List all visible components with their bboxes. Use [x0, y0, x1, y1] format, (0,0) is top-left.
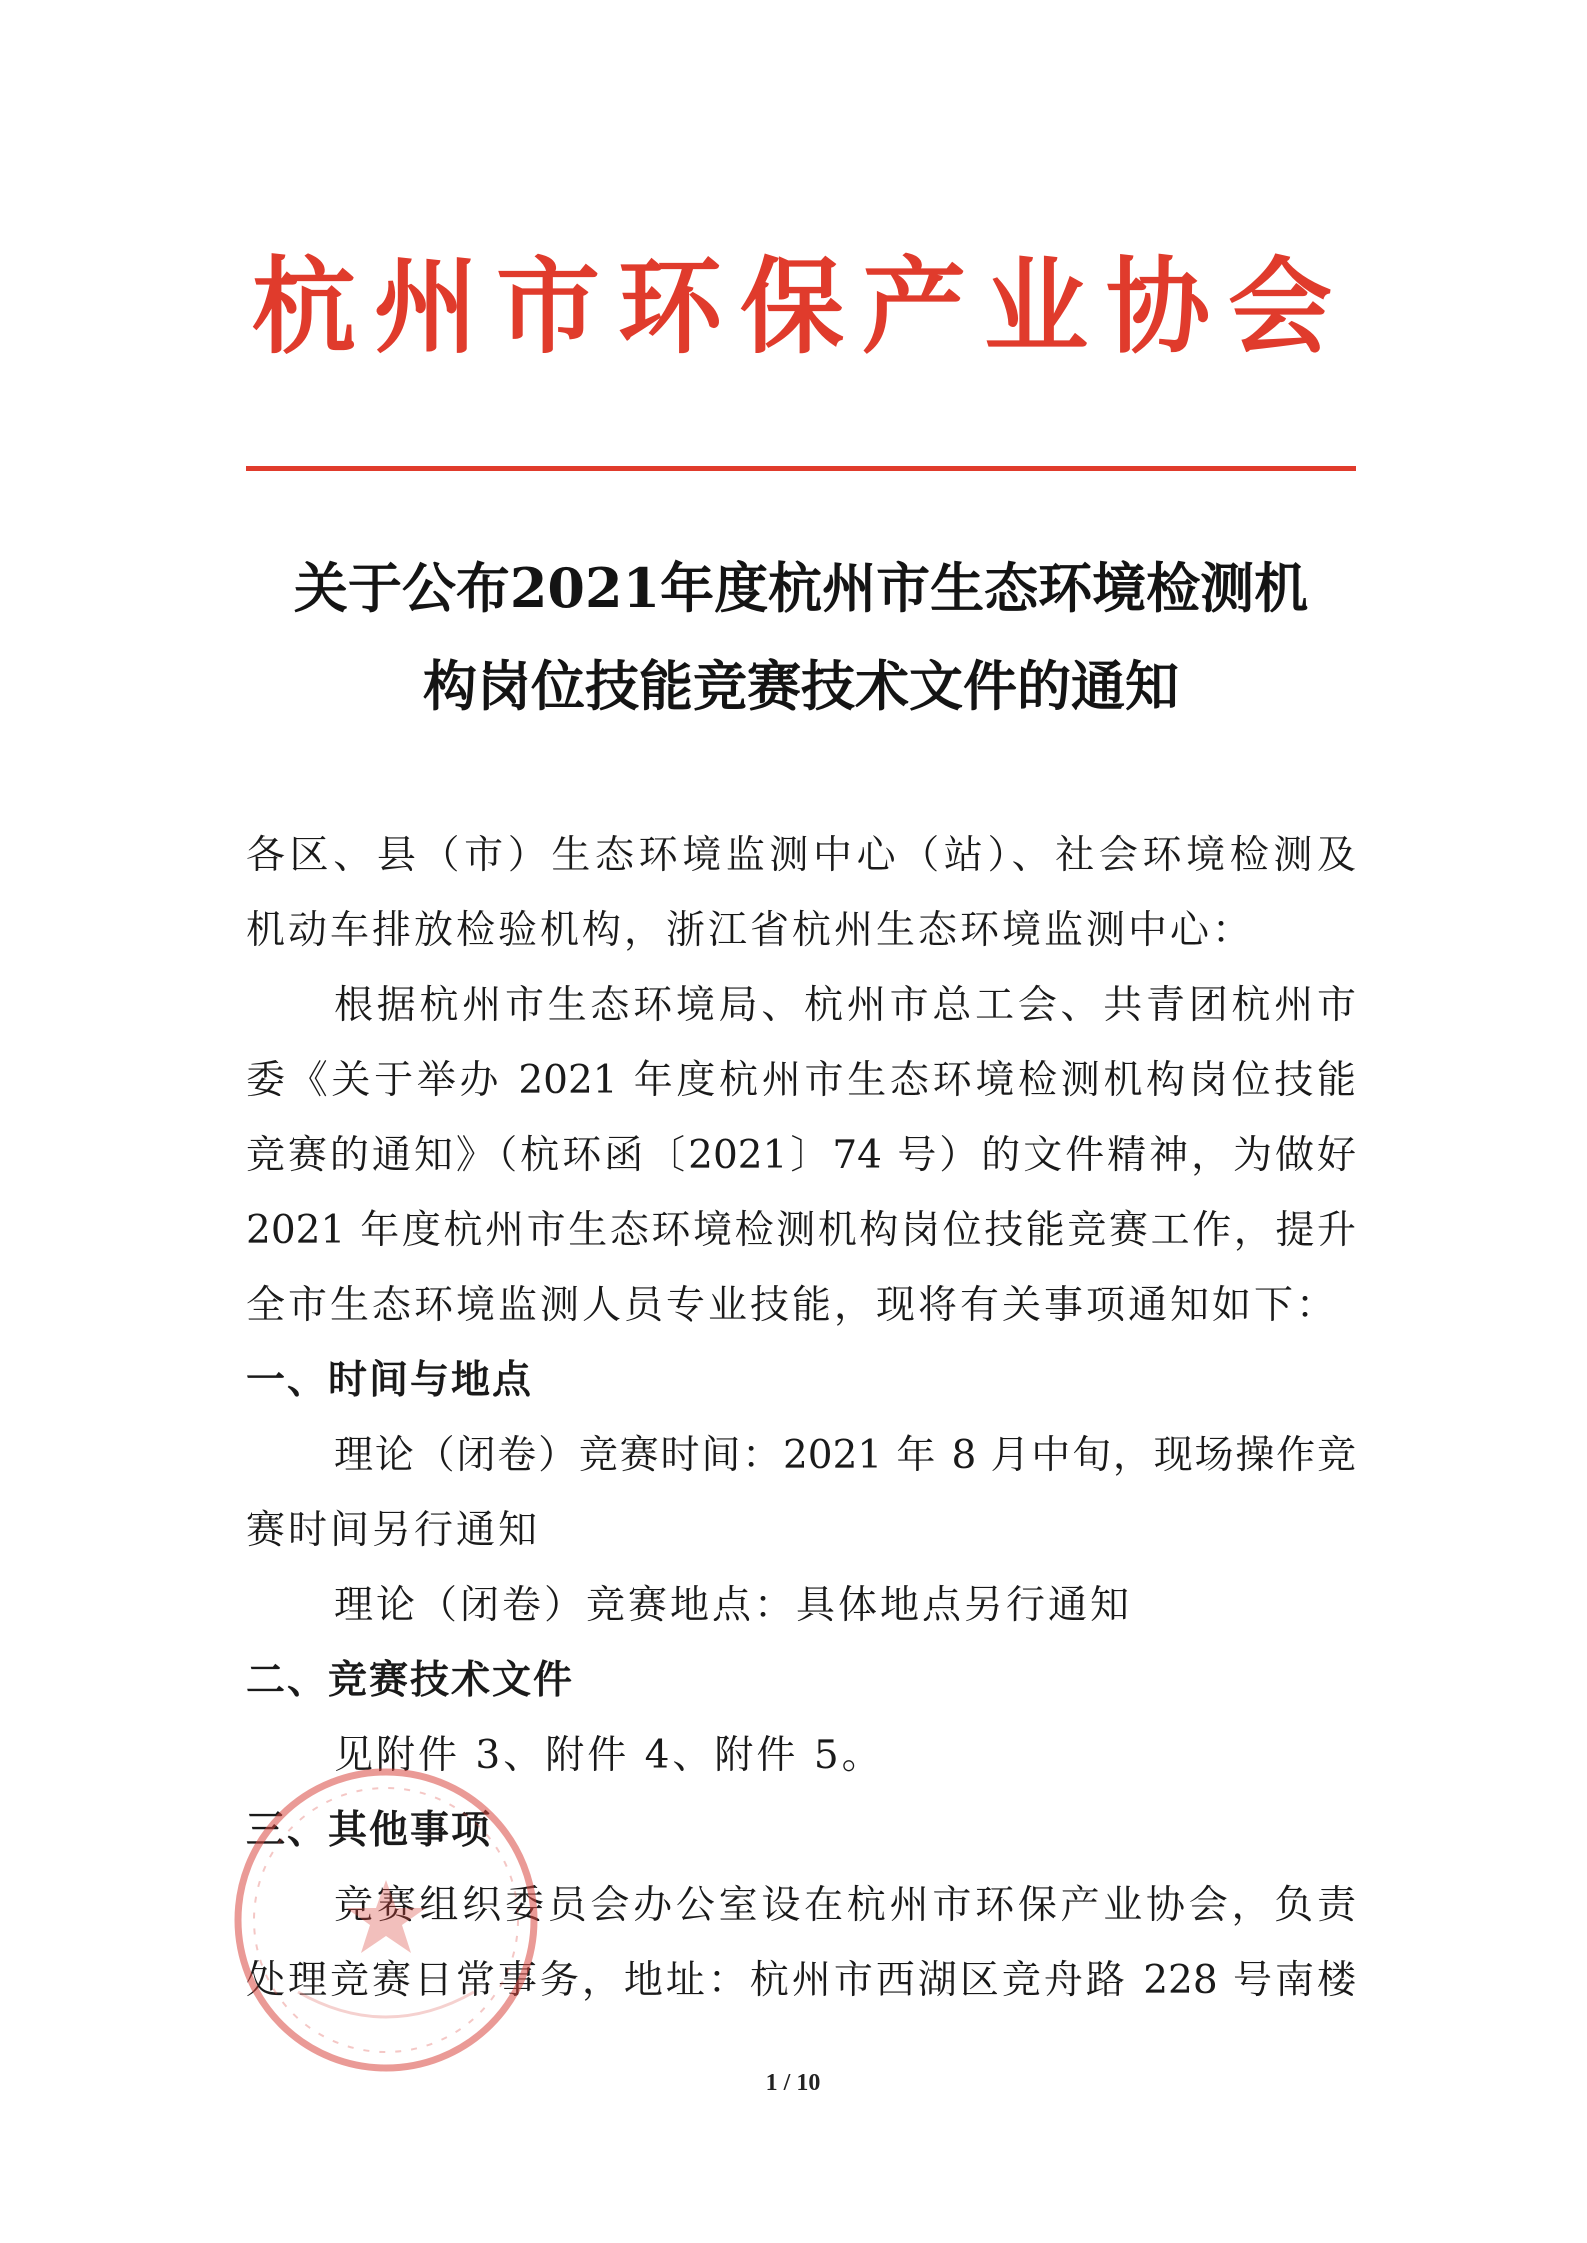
paragraph-1-line-3: 竞赛的通知》（杭环函〔2021〕74 号）的文件精神，为做好: [246, 1133, 1356, 1178]
document-title-line-1: 关于公布2021年度杭州市生态环境检测机: [293, 556, 1309, 620]
paragraph-1-line-2: 委《关于举办 2021 年度杭州市生态环境检测机构岗位技能: [246, 1058, 1356, 1103]
recipients-line-2: 机动车排放检验机构，浙江省杭州生态环境监测中心：: [246, 908, 1255, 953]
section-3-heading: 三、其他事项: [246, 1808, 493, 1853]
section-2-heading: 二、竞赛技术文件: [246, 1658, 575, 1703]
paragraph-1-line-1: 根据杭州市生态环境局、杭州市总工会、共青团杭州市: [334, 983, 1356, 1028]
section-3-line-1: 竞赛组织委员会办公室设在杭州市环保产业协会，负责: [334, 1883, 1356, 1928]
paragraph-1-line-4: 2021 年度杭州市生态环境检测机构岗位技能竞赛工作，提升: [246, 1208, 1356, 1253]
masthead-red-rule: [246, 466, 1356, 471]
masthead-title: 杭州市环保产业协会: [251, 245, 1350, 368]
section-1-heading: 一、时间与地点: [246, 1358, 534, 1403]
section-1-line-3: 理论（闭卷）竞赛地点：具体地点另行通知: [334, 1583, 1133, 1628]
section-1-line-1: 理论（闭卷）竞赛时间：2021 年 8 月中旬，现场操作竞: [334, 1433, 1356, 1478]
paragraph-1-line-5: 全市生态环境监测人员专业技能，现将有关事项通知如下：: [246, 1283, 1339, 1328]
document-title-line-2: 构岗位技能竞赛技术文件的通知: [423, 654, 1179, 718]
section-1-line-2: 赛时间另行通知: [246, 1508, 541, 1553]
section-3-line-2: 处理竞赛日常事务，地址：杭州市西湖区竞舟路 228 号南楼: [246, 1958, 1356, 2003]
page-number: 1 / 10: [765, 2070, 821, 2096]
recipients-line-1: 各区、县（市）生态环境监测中心（站）、社会环境检测及: [246, 833, 1356, 878]
section-2-line-1: 见附件 3、附件 4、附件 5。: [334, 1733, 884, 1778]
